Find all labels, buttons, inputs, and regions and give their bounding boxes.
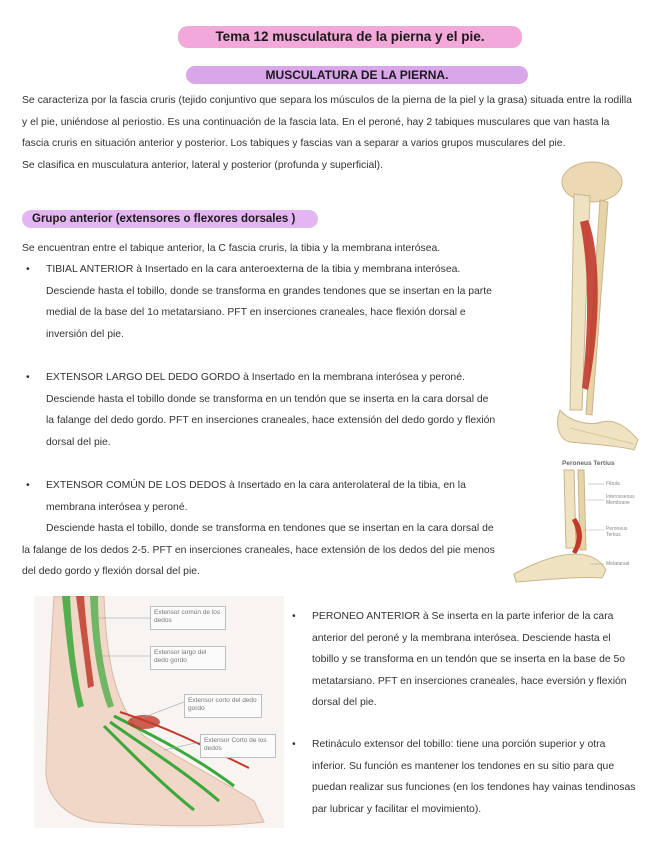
bullet-text: Retináculo extensor del tobillo: tiene una porción superior y otra inferior. Su función es mantener los tendones en su sitio para que puedan realizar sus funciones (en los tendones hay vainas tendinosas par lubricar y facilitar el movimiento).	[312, 739, 636, 815]
bullet-retinaculo	[292, 734, 636, 820]
bullet-dot: •	[26, 480, 30, 491]
bullet-extensor-comun	[26, 475, 498, 518]
bullet-peroneo-anterior	[292, 606, 636, 714]
bullet-dot: •	[292, 611, 296, 622]
peroneus-label-fibula: Fibula	[606, 481, 620, 487]
bullet-dot: •	[292, 739, 296, 750]
bullet-text: TIBIAL ANTERIOR à Insertado en la cara anteroexterna de la tibia y membrana interósea. Desciende hasta el tobillo, donde se transforma en grandes tendones que se insertan en la parte medial de la base del 1o metatarsiano. PFT en inserciones craneales, hace flexión dorsal e inversión del pie.	[46, 264, 492, 340]
intro-text: Se caracteriza por la fascia cruris (tejido conjuntivo que separa los músculos de la pierna de la piel y la grasa) situada entre la rodilla y el pie, uniéndose al periostio. Es una continuación de la fascia lata. En el peroné, hay 2 tabiques musculares que van hasta la fascia cruris en situación anterior y posterior. Los tabiques y fascias van a separar a varios grupos musculares del pie.	[22, 95, 632, 149]
bullet-text: EXTENSOR LARGO DEL DEDO GORDO à Insertado en la membrana interósea y peroné. Desciende hasta el tobillo donde se transforma en un tendón que se inserta en la cara dorsal de la falange del dedo gordo. PFT en inserciones craneales, hace extensión del dedo gordo y flexión dorsal del pie.	[46, 372, 496, 448]
bullet-extensor-largo	[26, 367, 498, 453]
bullet-text: PERONEO ANTERIOR à Se inserta en la parte inferior de la cara anterior del peroné y la membrana interósea. Desciende hasta el tobillo y se transforma en un tendón que se inserta en la base de 5o metatarsiano. PFT en inserciones craneales, hace eversión y flexión dorsal del pie.	[312, 611, 627, 708]
foot-extensors-figure	[34, 596, 284, 828]
peroneus-figure-title: Peroneus Tertius	[562, 460, 615, 467]
peroneus-label-metatarsal: Metatarsal	[606, 561, 630, 567]
foot-label-extensor-comun: Extensor común de los dedos	[150, 606, 226, 630]
bullet-extensor-comun-continuation: Desciende hasta el tobillo, donde se transforma en tendones que se insertan en la cara dorsal de la falange de los dedos 2-5. PFT en inserciones craneales, hace extensión de los dedos del pie menos del dedo gordo y flexión dorsal del pie.	[22, 523, 495, 577]
intro-classification: Se clasifica en musculatura anterior, lateral y posterior (profunda y superficial).	[22, 159, 383, 171]
peroneus-tertius-figure	[506, 458, 642, 586]
leg-illustration	[530, 160, 642, 454]
leg-anatomy-figure	[530, 160, 642, 454]
section-title: MUSCULATURA DE LA PIERNA.	[186, 66, 528, 84]
foot-label-extensor-corto-dedos: Extensor Corto de los dedos	[200, 734, 276, 758]
bullet-dot: •	[26, 372, 30, 383]
peroneus-label-membrane: Interosseous Membrane	[606, 494, 635, 506]
page-title: Tema 12 musculatura de la pierna y el pie.	[178, 26, 522, 48]
foot-label-extensor-largo: Extensor largo del dedo gordo	[150, 646, 226, 670]
bullet-dot: •	[26, 264, 30, 275]
foot-label-extensor-corto-dedo-gordo: Extensor corto del dedo gordo	[184, 694, 262, 718]
bullet-tibial-anterior	[26, 259, 502, 345]
bullet-text: EXTENSOR COMÚN DE LOS DEDOS à Insertado en la cara anterolateral de la tibia, en la membrana interósea y peroné.	[46, 480, 466, 513]
group-anterior-intro: Se encuentran entre el tabique anterior, la C fascia cruris, la tibia y la membrana interósea.	[22, 243, 441, 254]
group-anterior-title: Grupo anterior (extensores o flexores dorsales )	[22, 210, 318, 228]
peroneus-label-tertius: Peroneus Tertius	[606, 526, 628, 538]
